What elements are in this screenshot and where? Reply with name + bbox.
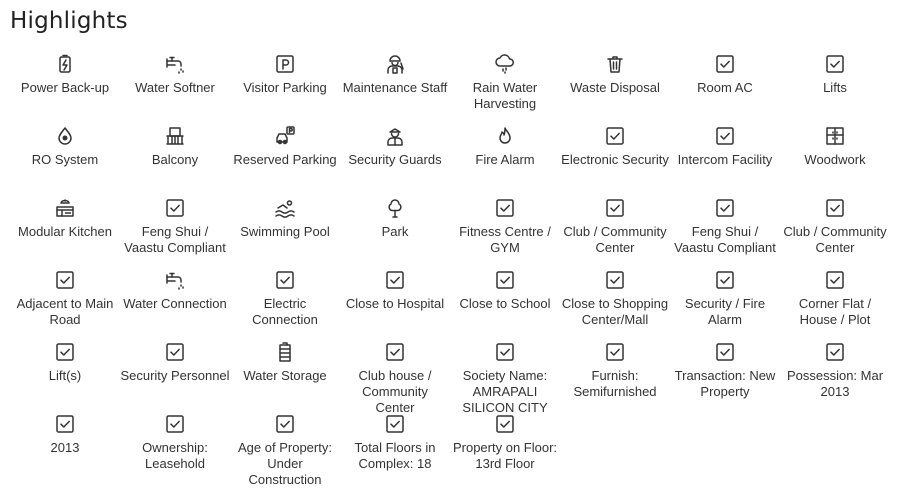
highlight-label: Modular Kitchen	[18, 224, 112, 239]
water-tank-icon	[274, 341, 296, 363]
guard-icon	[384, 125, 406, 147]
highlight-label: Lifts	[823, 80, 847, 95]
faucet-icon	[164, 269, 186, 291]
checkbox-icon	[274, 269, 296, 291]
highlight-item	[10, 269, 120, 341]
highlight-label: Society Name: AMRAPALI SILICON CITY	[462, 368, 548, 415]
highlight-item	[670, 269, 780, 341]
highlight-item	[670, 197, 780, 269]
checkbox-icon	[384, 269, 406, 291]
highlight-item	[560, 125, 670, 197]
highlight-label: Close to School	[459, 296, 551, 311]
highlight-item	[450, 413, 560, 485]
highlights-grid	[10, 53, 890, 485]
highlight-label: Possession: Mar 2013	[786, 368, 884, 399]
checkbox-icon	[824, 341, 846, 363]
checkbox-icon	[604, 197, 626, 219]
highlight-label: Property on Floor: 13rd Floor	[452, 440, 558, 471]
highlight-item	[780, 125, 890, 197]
highlight-item	[450, 269, 560, 341]
highlight-label: Club house / Community Center	[358, 368, 432, 415]
trash-icon	[604, 53, 626, 75]
parking-icon	[274, 53, 296, 75]
highlight-label: Close to Shopping Center/Mall	[561, 296, 669, 327]
highlight-label: Waste Disposal	[570, 80, 660, 95]
cabinet-icon	[824, 125, 846, 147]
highlight-item	[780, 53, 890, 125]
checkbox-icon	[714, 269, 736, 291]
highlight-label: Corner Flat / House / Plot	[798, 296, 872, 327]
swimmer-icon	[274, 197, 296, 219]
highlight-item	[10, 413, 120, 485]
highlight-item	[10, 53, 120, 125]
highlight-label: Maintenance Staff	[342, 80, 448, 95]
highlight-label: Lift(s)	[48, 368, 82, 383]
checkbox-icon	[714, 53, 736, 75]
checkbox-icon	[604, 341, 626, 363]
highlight-item	[450, 341, 560, 413]
highlight-label: Security Personnel	[120, 368, 230, 383]
checkbox-icon	[54, 341, 76, 363]
highlight-label: Transaction: New Property	[674, 368, 776, 399]
highlight-item	[120, 341, 230, 413]
checkbox-icon	[824, 53, 846, 75]
highlight-item	[120, 269, 230, 341]
checkbox-icon	[604, 125, 626, 147]
highlight-item	[780, 197, 890, 269]
highlight-label: Intercom Facility	[677, 152, 773, 167]
highlight-label: Rain Water Harvesting	[472, 80, 538, 111]
highlight-label: Balcony	[151, 152, 199, 167]
highlight-label: Security / Fire Alarm	[684, 296, 766, 327]
checkbox-icon	[824, 269, 846, 291]
checkbox-icon	[714, 341, 736, 363]
highlight-item	[120, 53, 230, 125]
highlight-item	[120, 197, 230, 269]
highlight-label: Electric Connection	[252, 296, 318, 327]
highlight-label: Adjacent to Main Road	[16, 296, 114, 327]
section-title: Highlights	[10, 8, 128, 34]
flame-icon	[494, 125, 516, 147]
highlight-item	[340, 413, 450, 485]
highlight-label: Woodwork	[804, 152, 866, 167]
kitchen-icon	[54, 197, 76, 219]
checkbox-icon	[494, 413, 516, 435]
highlight-label: Park	[381, 224, 409, 239]
highlight-item	[560, 197, 670, 269]
checkbox-icon	[54, 413, 76, 435]
worker-icon	[384, 53, 406, 75]
highlight-item	[120, 125, 230, 197]
highlight-label: Power Back-up	[20, 80, 110, 95]
checkbox-icon	[274, 413, 296, 435]
highlight-label: Feng Shui / Vaastu Compliant	[124, 224, 226, 255]
battery-icon	[54, 53, 76, 75]
checkbox-icon	[164, 341, 186, 363]
highlight-item	[450, 125, 560, 197]
highlight-label: Swimming Pool	[240, 224, 330, 239]
highlight-item	[670, 341, 780, 413]
highlight-label: Water Connection	[123, 296, 227, 311]
highlight-item	[340, 341, 450, 413]
highlight-item	[230, 269, 340, 341]
highlight-item	[230, 125, 340, 197]
highlight-item	[670, 125, 780, 197]
highlight-label: Electronic Security	[561, 152, 669, 167]
highlight-item	[120, 413, 230, 485]
highlight-item	[670, 53, 780, 125]
highlight-label: Total Floors in Complex: 18	[354, 440, 436, 471]
checkbox-icon	[494, 269, 516, 291]
water-drop-icon	[54, 125, 76, 147]
highlight-item	[230, 341, 340, 413]
highlight-item	[10, 125, 120, 197]
highlight-item	[560, 269, 670, 341]
highlight-item	[230, 413, 340, 485]
checkbox-icon	[604, 269, 626, 291]
highlight-label: Furnish: Semifurnished	[573, 368, 657, 399]
checkbox-icon	[714, 197, 736, 219]
highlight-label: Club / Community Center	[783, 224, 887, 255]
highlight-item	[780, 269, 890, 341]
highlight-label: Reserved Parking	[233, 152, 337, 167]
highlight-label: Room AC	[697, 80, 753, 95]
highlight-item	[450, 197, 560, 269]
highlight-item	[780, 341, 890, 413]
tree-icon	[384, 197, 406, 219]
highlight-item	[340, 53, 450, 125]
highlight-item	[560, 341, 670, 413]
faucet-icon	[164, 53, 186, 75]
checkbox-icon	[384, 413, 406, 435]
highlight-label: Club / Community Center	[563, 224, 667, 255]
balcony-icon	[164, 125, 186, 147]
highlight-item	[10, 341, 120, 413]
highlight-item	[230, 53, 340, 125]
highlight-label: Close to Hospital	[345, 296, 445, 311]
highlight-label: Ownership: Leasehold	[142, 440, 208, 471]
highlight-label: Fitness Centre / GYM	[459, 224, 551, 255]
highlight-item	[450, 53, 560, 125]
highlight-label: Security Guards	[348, 152, 442, 167]
highlight-item	[560, 53, 670, 125]
highlight-label: RO System	[31, 152, 99, 167]
highlight-label: Water Storage	[243, 368, 327, 383]
checkbox-icon	[384, 341, 406, 363]
reserved-parking-icon	[274, 125, 296, 147]
checkbox-icon	[494, 341, 516, 363]
highlight-item	[340, 125, 450, 197]
highlight-item	[230, 197, 340, 269]
highlight-item	[10, 197, 120, 269]
highlight-label: Age of Property: Under Construction	[238, 440, 332, 487]
rain-icon	[494, 53, 516, 75]
checkbox-icon	[54, 269, 76, 291]
highlight-item	[340, 197, 450, 269]
highlight-label: Feng Shui / Vaastu Compliant	[674, 224, 776, 255]
checkbox-icon	[164, 197, 186, 219]
highlight-label: Water Softner	[135, 80, 215, 95]
checkbox-icon	[714, 125, 736, 147]
highlight-label: Visitor Parking	[243, 80, 327, 95]
checkbox-icon	[164, 413, 186, 435]
checkbox-icon	[494, 197, 516, 219]
highlight-item	[340, 269, 450, 341]
checkbox-icon	[824, 197, 846, 219]
highlight-label: Fire Alarm	[475, 152, 535, 167]
highlight-label: 2013	[50, 440, 80, 455]
